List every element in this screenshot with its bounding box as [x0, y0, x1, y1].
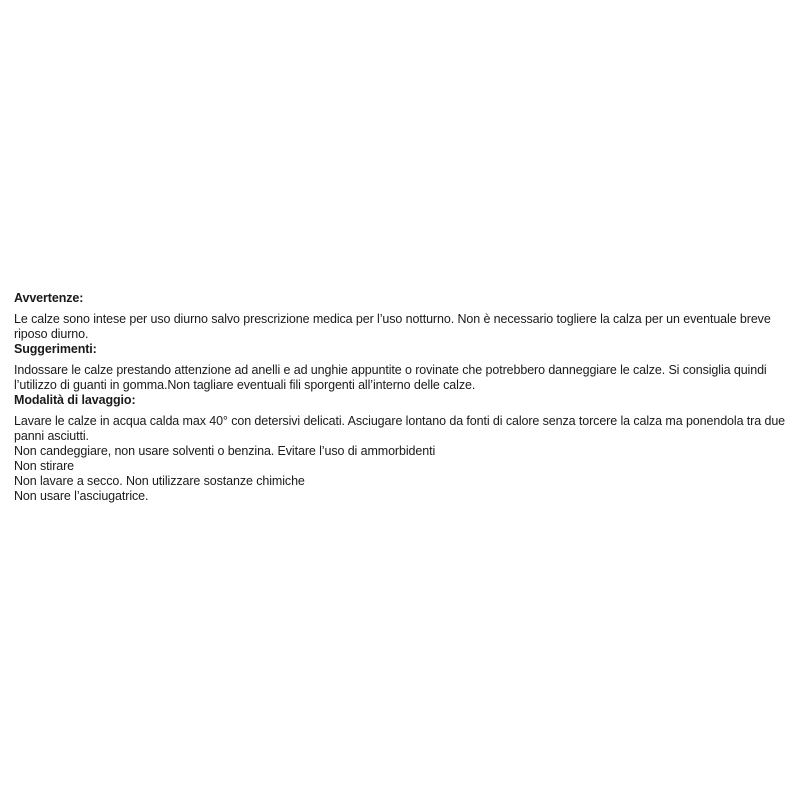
section-suggerimenti	[14, 342, 787, 393]
washing-instruction-line: Non usare l’asciugatrice.	[14, 489, 149, 503]
suggerimenti-text: Indossare le calze prestando attenzione ad anelli e ad unghie appuntite o rovinate che potrebbero danneggiare le calze. Si consiglia quindi l’utilizzo di guanti in gomma.Non tagliare eventuali fili sporgenti all’interno delle calze.	[14, 363, 767, 392]
avvertenze-text: Le calze sono intese per uso diurno salvo prescrizione medica per l’uso notturno. Non è necessario togliere la calza per un eventuale breve riposo diurno.	[14, 312, 771, 341]
section-modalita-di-lavaggio	[14, 393, 787, 504]
modalita-di-lavaggio-heading: Modalità di lavaggio:	[14, 393, 136, 407]
avvertenze-heading: Avvertenze:	[14, 291, 84, 305]
section-avvertenze	[14, 291, 787, 342]
modalita-di-lavaggio-text	[14, 414, 787, 504]
washing-instruction-line: Non lavare a secco. Non utilizzare sostanze chimiche	[14, 474, 305, 488]
suggerimenti-heading: Suggerimenti:	[14, 342, 97, 356]
washing-instruction-line: Lavare le calze in acqua calda max 40° con detersivi delicati. Asciugare lontano da fonti di calore senza torcere la calza ma ponendola tra due panni asciutti.	[14, 414, 786, 443]
washing-instruction-line: Non stirare	[14, 459, 75, 473]
washing-instruction-line: Non candeggiare, non usare solventi o benzina. Evitare l’uso di ammorbidenti	[14, 444, 436, 458]
care-instructions-document	[14, 291, 787, 504]
